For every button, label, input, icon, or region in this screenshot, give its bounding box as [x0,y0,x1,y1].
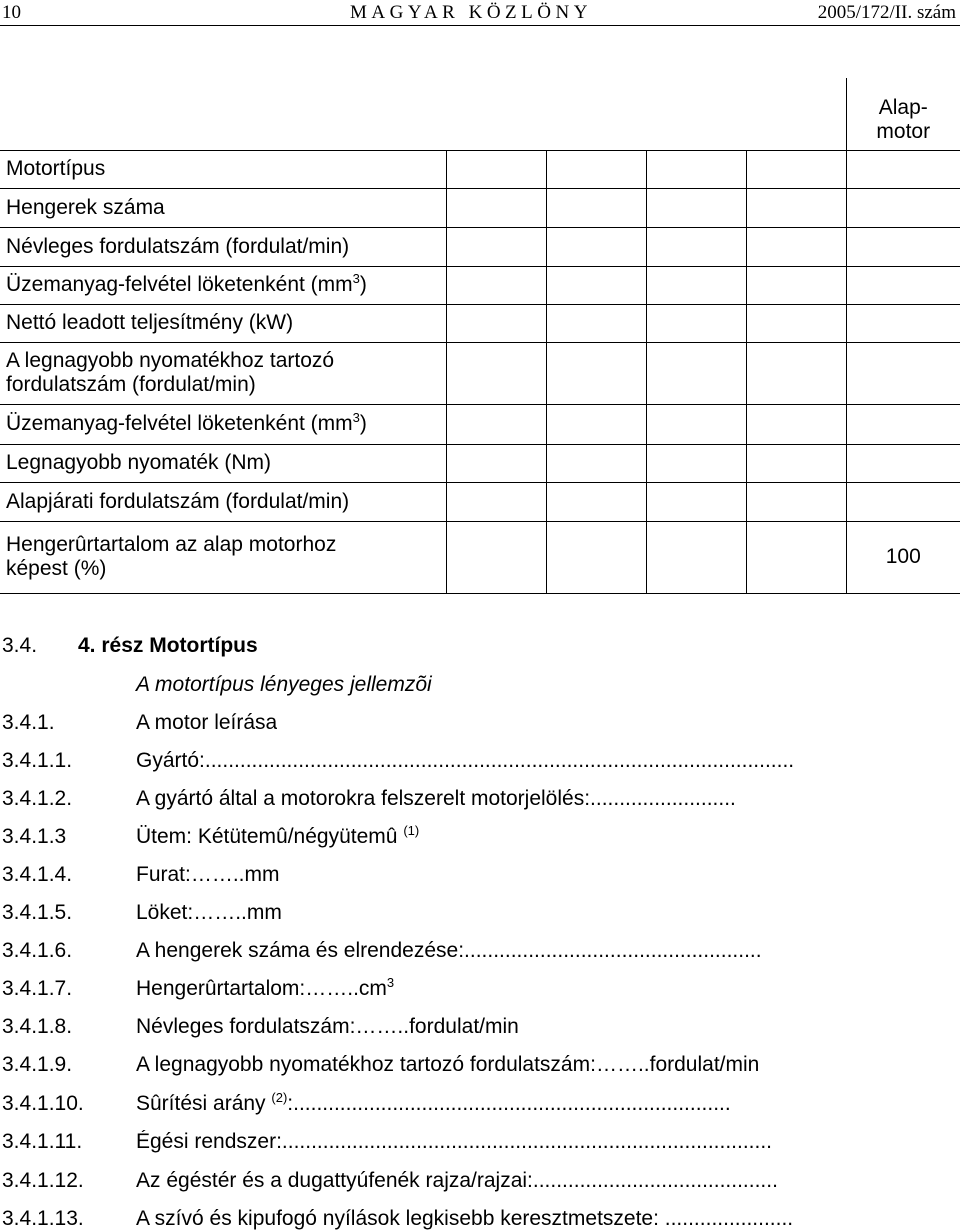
empty-cell [446,304,546,342]
empty-cell [546,404,646,444]
empty-cell [646,444,746,482]
empty-cell [646,404,746,444]
empty-cell [646,227,746,266]
column-header-alapmotor: Alap- motor [846,78,960,150]
empty-cell [546,266,646,304]
item-number: 3.4.1.1. [2,749,73,772]
row-label: A legnagyobb nyomatékhoz tartozó fordulatszám (fordulat/min) [0,342,446,404]
row-value [846,188,960,227]
empty-cell [546,227,646,266]
row-value [846,266,960,304]
empty-cell [446,227,546,266]
table-row [0,188,960,227]
row-label: Motortípus [0,150,446,188]
empty-cell [446,482,546,521]
item-number: 3.4.1.4. [2,863,73,886]
item-number: 3.4.1.5. [2,901,73,924]
item-text: $Hengerûrtartalom:\dots\dots..cm^3$ [136,977,395,1000]
empty-cell [646,266,746,304]
row-value [846,444,960,482]
item-number: 3.4.1.7. [2,977,73,1000]
header-empty-cell [746,78,846,150]
table-row [0,150,960,188]
header-empty-cell [646,78,746,150]
empty-cell [746,188,846,227]
empty-cell [746,521,846,593]
item-text: A szívó és kipufogó nyílások legkisebb keresztmetszete: ...................... [136,1207,794,1230]
empty-cell [746,150,846,188]
item-number: 3.4.1.10. [2,1092,84,1115]
table-row [0,266,960,304]
empty-cell [646,188,746,227]
empty-cell [546,342,646,404]
empty-cell [646,482,746,521]
empty-cell [746,444,846,482]
empty-cell [446,404,546,444]
empty-cell [746,266,846,304]
table-row [0,444,960,482]
empty-cell [646,304,746,342]
section-number: 3.4. [2,634,38,657]
item-number: 3.4.1.11. [2,1130,83,1153]
row-value [846,404,960,444]
empty-cell [746,404,846,444]
engine-spec-table [0,78,960,594]
row-value [846,304,960,342]
issue-number: 2005/172/II. szám [817,2,956,23]
row-label: Névleges fordulatszám (fordulat/min) [0,227,446,266]
item-text: Az égéstér és a dugattyúfenék rajza/rajzai:.......................................... [136,1169,778,1192]
item-text: A hengerek száma és elrendezése:................................................... [136,939,762,962]
empty-cell [546,304,646,342]
section-title: 4. rész Motortípus [78,634,258,657]
section-subtitle-text: A motortípus lényeges jellemzõi [136,673,432,696]
page-number: 10 [2,2,21,23]
empty-cell [546,188,646,227]
item-number: 3.4.1.9. [2,1053,73,1076]
item-number: 3.4.1.12. [2,1169,84,1192]
row-value [846,342,960,404]
superscript: 3 [352,271,360,286]
item-text: Névleges fordulatszám:……..fordulat/min [136,1015,519,1038]
superscript: (1) [403,825,420,838]
page-header [0,0,960,26]
item-text: Furat:……..mm [136,863,280,886]
item-text: A gyártó által a motorokra felszerelt motorjelölés:......................... [136,787,736,810]
row-label: Hengerûrtartalom az alap motorhoz képest (%) [0,521,446,593]
empty-cell [546,444,646,482]
empty-cell [546,482,646,521]
table-row [0,304,960,342]
empty-cell [446,521,546,593]
header-rule [0,25,960,26]
superscript: 3 [352,410,360,425]
empty-cell [646,342,746,404]
journal-title: MAGYAR KÖZLÖNY [350,2,592,23]
empty-cell [646,521,746,593]
item-number: 3.4.1.3 [2,825,67,848]
table-row [0,482,960,521]
empty-cell [746,342,846,404]
empty-cell [746,227,846,266]
empty-cell [546,521,646,593]
item-text: A legnagyobb nyomatékhoz tartozó fordulatszám:……..fordulat/min [136,1053,760,1076]
table-row [0,227,960,266]
row-value [846,150,960,188]
row-label: Alapjárati fordulatszám (fordulat/min) [0,482,446,521]
item-number: 3.4.1.2. [2,787,73,810]
empty-cell [746,304,846,342]
row-label: Hengerek száma [0,188,446,227]
item-text: Sûrítési arány $^{(2)}$:........................................................................... [136,1092,731,1115]
item-number: 3.4.1.6. [2,939,73,962]
item-text: A motor leírása [136,711,278,734]
table-row [0,342,960,404]
empty-cell [446,444,546,482]
header-empty-cell [446,78,546,150]
row-value: 100 [846,521,960,593]
empty-cell [446,266,546,304]
item-text: Gyártó:..................................................................................................... [136,749,795,772]
empty-cell [646,150,746,188]
row-label: Legnagyobb nyomaték (Nm) [0,444,446,482]
empty-cell [446,188,546,227]
row-label: Üzemanyag-felvétel löketenként $(mm^3)$ [0,266,446,304]
superscript: 3 [386,977,395,990]
header-empty-cell [0,78,446,150]
row-value [846,482,960,521]
empty-cell [446,150,546,188]
superscript: (2) [271,1092,288,1105]
row-label: Nettó leadott teljesítmény (kW) [0,304,446,342]
table-row [0,404,960,444]
row-label: Üzemanyag-felvétel löketenként $(mm^3)$ [0,404,446,444]
table-header-row [0,78,960,150]
item-number: 3.4.1.13. [2,1207,84,1230]
item-text: Ütem: Kétütemû/négyütemû $^{(1)}$ [136,825,420,848]
empty-cell [746,482,846,521]
item-number: 3.4.1. [2,711,55,734]
table-row [0,521,960,593]
item-text: Égési rendszer:.................................................................................... [136,1130,772,1153]
item-number: 3.4.1.8. [2,1015,73,1038]
empty-cell [446,342,546,404]
item-text: Löket:……..mm [136,901,282,924]
header-empty-cell [546,78,646,150]
empty-cell [546,150,646,188]
row-value [846,227,960,266]
